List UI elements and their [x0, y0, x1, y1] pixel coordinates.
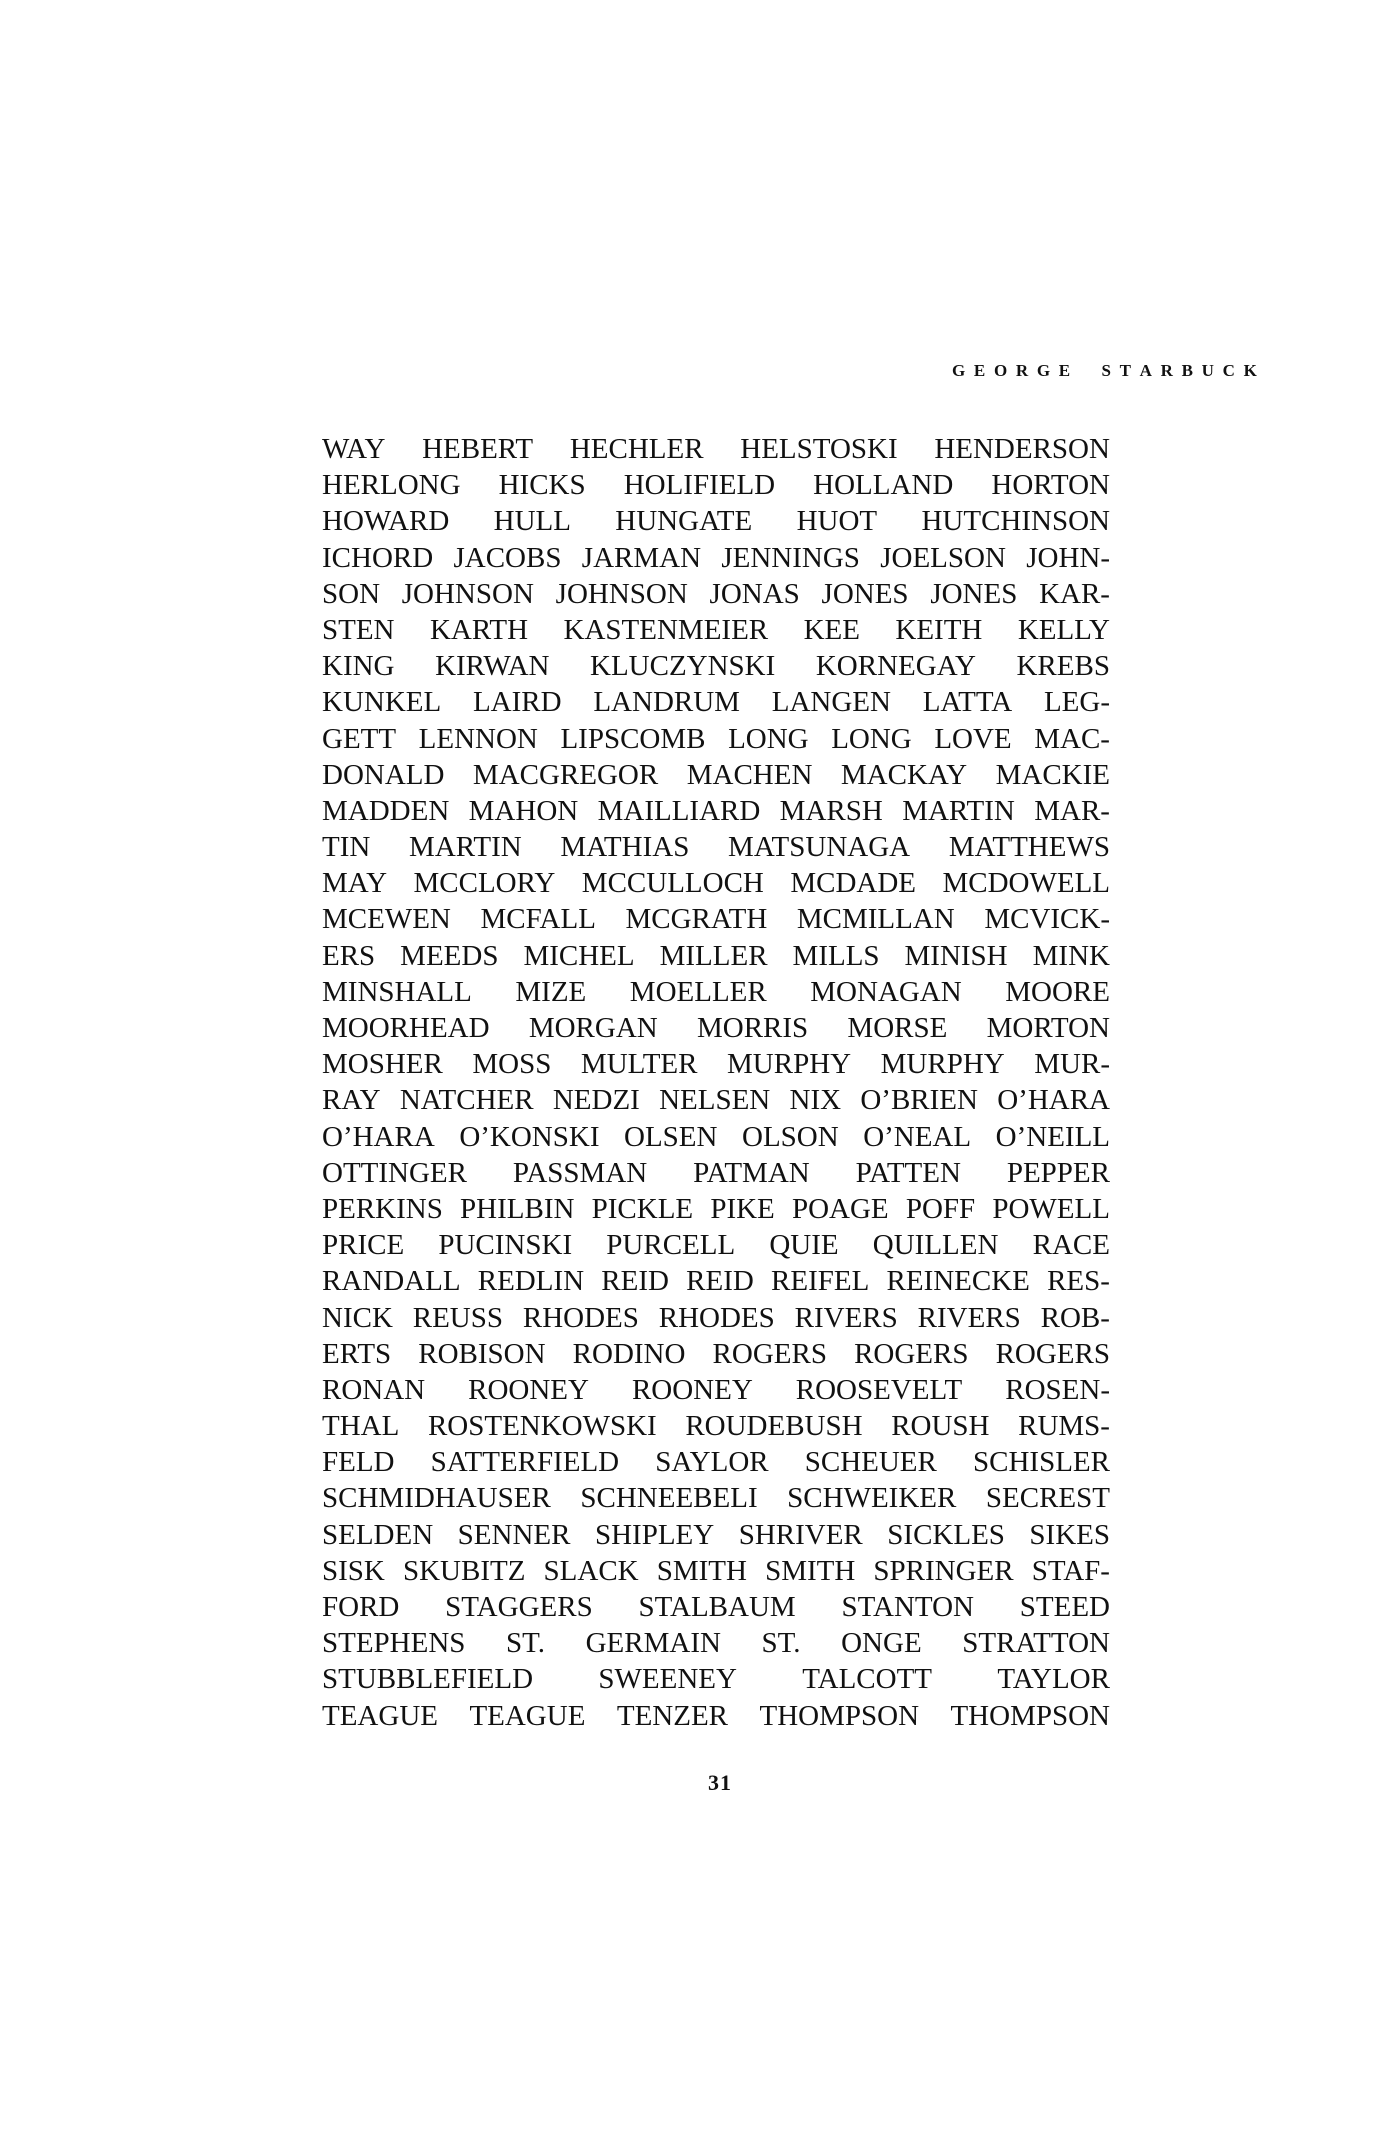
word: QUIE [769, 1229, 839, 1262]
word: MINISH [904, 939, 1008, 972]
word: MCGRATH [625, 903, 768, 936]
word: SCHNEEBELI [580, 1482, 758, 1515]
word: KIRWAN [435, 650, 550, 683]
word: KEE [803, 613, 860, 646]
word: MCCULLOCH [581, 867, 764, 900]
word: STALBAUM [638, 1591, 796, 1623]
text-line [322, 1517, 1110, 1553]
word: NICK [322, 1301, 393, 1334]
word: MURPHY [880, 1048, 1005, 1081]
text-line [322, 576, 1110, 612]
text-line [322, 865, 1110, 901]
word: MCEWEN [322, 903, 451, 936]
word: LENNON [418, 722, 538, 755]
word: STRATTON [962, 1627, 1110, 1660]
word: NELSEN [659, 1084, 771, 1117]
poem-text-block [322, 431, 1110, 1734]
word: RACE [1032, 1229, 1110, 1262]
text-line [322, 793, 1110, 829]
word: JOHNSON [555, 577, 688, 610]
word: SKUBITZ [402, 1554, 526, 1587]
running-head: G E O R G E S T A R B U C K [952, 361, 1257, 380]
word: GETT [322, 722, 397, 755]
word: LOVE [934, 722, 1012, 755]
word: HERLONG [322, 469, 461, 502]
text-line [322, 1227, 1110, 1263]
word: LAIRD [472, 686, 562, 719]
word: HULL [493, 505, 571, 538]
word: REIFEL [771, 1265, 870, 1298]
text-line [322, 1480, 1110, 1516]
word: JARMAN [581, 541, 702, 574]
word: POAGE [791, 1192, 889, 1225]
text-line [322, 684, 1110, 720]
word: ONGE [841, 1627, 922, 1660]
word: HEBERT [422, 433, 534, 465]
word: NATCHER [399, 1084, 534, 1117]
word: OLSON [742, 1120, 839, 1153]
word: TEAGUE [469, 1699, 586, 1732]
word: STAGGERS [445, 1591, 593, 1623]
word: MAY [322, 867, 388, 900]
word: PURCELL [606, 1229, 736, 1262]
word: MILLER [659, 939, 768, 972]
word: PUCINSKI [438, 1229, 573, 1262]
word: TEAGUE [322, 1699, 438, 1732]
word: OLSEN [624, 1120, 718, 1153]
word: PASSMAN [512, 1156, 648, 1189]
word: POFF [905, 1192, 976, 1225]
word: ROONEY [468, 1373, 589, 1406]
text-line [322, 612, 1110, 648]
word: SMITH [765, 1554, 856, 1587]
word: MAR- [1034, 794, 1110, 827]
text-line [322, 1408, 1110, 1444]
word: MAHON [468, 794, 579, 827]
word: SMITH [656, 1554, 747, 1587]
word: TAYLOR [997, 1663, 1110, 1696]
text-line [322, 1046, 1110, 1082]
word: HOWARD [322, 505, 450, 538]
word: MINSHALL [322, 975, 472, 1008]
word: ROSTENKOWSKI [427, 1410, 657, 1443]
text-line [322, 1119, 1110, 1155]
word: MARTIN [902, 794, 1015, 827]
text-line [322, 648, 1110, 684]
word: LATTA [922, 686, 1013, 719]
text-line [322, 1300, 1110, 1336]
word: O’NEAL [863, 1120, 972, 1153]
word: SCHMIDHAUSER [322, 1482, 551, 1515]
word: REDLIN [477, 1265, 585, 1298]
text-line [322, 829, 1110, 865]
word: PERKINS [322, 1192, 443, 1225]
word: HUNGATE [615, 505, 753, 538]
word: SCHWEIKER [787, 1482, 957, 1515]
word: MUR- [1034, 1048, 1110, 1081]
word: JOHNSON [401, 577, 534, 610]
word: JACOBS [453, 541, 562, 574]
word: KLUCZYNSKI [590, 650, 776, 683]
word: THOMPSON [759, 1699, 920, 1732]
word: MONAGAN [810, 975, 962, 1008]
word: HOLLAND [813, 469, 954, 502]
word: ERTS [322, 1337, 392, 1370]
word: ROONEY [631, 1373, 753, 1406]
word: MICHEL [523, 939, 635, 972]
word: LEG- [1043, 686, 1110, 719]
word: HORTON [991, 469, 1110, 502]
word: MCFALL [480, 903, 596, 936]
word: JOELSON [880, 541, 1006, 574]
word: MINK [1032, 939, 1110, 972]
word: THAL [322, 1410, 400, 1443]
word: TENZER [616, 1699, 729, 1732]
word: RODINO [572, 1337, 686, 1370]
text-line [322, 467, 1110, 503]
word: WAY [322, 433, 386, 465]
text-line [322, 1191, 1110, 1227]
word: TIN [322, 831, 371, 864]
word: MACHEN [686, 758, 813, 791]
word: PHILBIN [460, 1192, 575, 1225]
text-line [322, 1082, 1110, 1118]
text-line [322, 1698, 1110, 1734]
word: STEN [322, 613, 395, 646]
word: RIVERS [794, 1301, 898, 1334]
word: ROGERS [854, 1337, 969, 1370]
word: HELSTOSKI [740, 433, 898, 465]
word: PIKE [710, 1192, 775, 1225]
word: MACKIE [995, 758, 1110, 791]
text-line [322, 1336, 1110, 1372]
word: SECREST [985, 1482, 1110, 1515]
word: THOMPSON [950, 1699, 1110, 1732]
word: MOSS [472, 1048, 552, 1081]
word: MCCLORY [413, 867, 556, 900]
word: MORSE [847, 1012, 948, 1044]
word: TALCOTT [802, 1663, 933, 1696]
word: GERMAIN [585, 1627, 721, 1660]
text-line [322, 974, 1110, 1010]
word: SWEENEY [598, 1663, 737, 1696]
word: MCDOWELL [942, 867, 1110, 900]
word: LONG [831, 722, 912, 755]
word: ROSEN- [1005, 1373, 1110, 1406]
word: REUSS [412, 1301, 504, 1334]
word: SIKES [1029, 1518, 1110, 1551]
word: NEDZI [552, 1084, 640, 1117]
word: SENNER [457, 1518, 571, 1551]
word: SICKLES [887, 1518, 1005, 1551]
word: MATHIAS [560, 831, 690, 864]
word: O’HARA [997, 1084, 1110, 1117]
word: SISK [322, 1554, 385, 1587]
word: ROOSEVELT [795, 1373, 963, 1406]
text-line [322, 721, 1110, 757]
word: MORGAN [528, 1012, 658, 1044]
word: LIPSCOMB [560, 722, 706, 755]
word: O’BRIEN [860, 1084, 978, 1117]
word: PRICE [322, 1229, 405, 1262]
text-line [322, 1372, 1110, 1408]
word: SPRINGER [873, 1554, 1014, 1587]
word: ST. [761, 1627, 801, 1660]
page-number: 31 [708, 1770, 732, 1795]
word: MCVICK- [984, 903, 1110, 936]
word: STANTON [841, 1591, 974, 1623]
word: OTTINGER [322, 1156, 467, 1189]
word: ROB- [1040, 1301, 1110, 1334]
text-line [322, 1155, 1110, 1191]
word: ROUDEBUSH [685, 1410, 863, 1443]
word: MURPHY [727, 1048, 852, 1081]
word: SAYLOR [655, 1446, 769, 1479]
word: MIZE [515, 975, 587, 1008]
word: PEPPER [1006, 1156, 1110, 1189]
text-line [322, 757, 1110, 793]
word: LANGEN [771, 686, 891, 719]
word: MARTIN [409, 831, 522, 864]
word: JONAS [709, 577, 800, 610]
word: MAC- [1034, 722, 1110, 755]
word: HUTCHINSON [921, 505, 1110, 538]
word: RAY [322, 1084, 381, 1117]
word: ROUSH [891, 1410, 990, 1443]
word: ROBISON [418, 1337, 546, 1370]
word: MACGREGOR [472, 758, 659, 791]
word: ICHORD [322, 541, 434, 574]
text-line [322, 1263, 1110, 1299]
text-line [322, 901, 1110, 937]
word: STUBBLEFIELD [322, 1663, 534, 1696]
word: SON [322, 577, 381, 610]
word: SLACK [543, 1554, 639, 1587]
word: ST. [506, 1627, 545, 1660]
text-line [322, 431, 1110, 467]
word: KREBS [1016, 650, 1110, 683]
word: MCMILLAN [796, 903, 955, 936]
word: RUMS- [1018, 1410, 1110, 1443]
text-line [322, 1661, 1110, 1697]
word: POWELL [992, 1192, 1110, 1225]
word: SATTERFIELD [430, 1446, 620, 1479]
word: KAR- [1039, 577, 1110, 610]
word: O’HARA [322, 1120, 435, 1153]
word: STEED [1019, 1591, 1110, 1623]
text-line [322, 1553, 1110, 1589]
word: SELDEN [322, 1518, 434, 1551]
word: REINECKE [886, 1265, 1030, 1298]
word: STAF- [1031, 1554, 1110, 1587]
text-line [322, 503, 1110, 539]
word: MOORHEAD [322, 1012, 490, 1044]
word: FORD [322, 1591, 400, 1623]
word: KELLY [1017, 613, 1110, 646]
word: MULTER [580, 1048, 698, 1081]
word: RANDALL [322, 1265, 461, 1298]
text-line [322, 938, 1110, 974]
word: JONES [821, 577, 909, 610]
word: STEPHENS [322, 1627, 466, 1660]
word: SCHEUER [804, 1446, 937, 1479]
text-line [322, 1589, 1110, 1625]
word: DONALD [322, 758, 445, 791]
word: REID [686, 1265, 754, 1298]
text-line [322, 1625, 1110, 1661]
word: MADDEN [322, 794, 450, 827]
word: KEITH [895, 613, 983, 646]
word: ROGERS [995, 1337, 1110, 1370]
word: JENNINGS [721, 541, 860, 574]
word: MATSUNAGA [728, 831, 911, 864]
word: RHODES [522, 1301, 639, 1334]
word: MILLS [792, 939, 880, 972]
word: KARTH [429, 613, 529, 646]
word: KASTENMEIER [563, 613, 769, 646]
word: MOORE [1005, 975, 1110, 1008]
word: HENDERSON [934, 433, 1110, 465]
word: RONAN [322, 1373, 426, 1406]
word: RIVERS [917, 1301, 1021, 1334]
word: JONES [930, 577, 1018, 610]
word: MORTON [986, 1012, 1110, 1044]
word: HECHLER [569, 433, 704, 465]
word: MATTHEWS [948, 831, 1110, 864]
word: REID [601, 1265, 669, 1298]
text-line [322, 1444, 1110, 1480]
word: LONG [728, 722, 809, 755]
word: FELD [322, 1446, 395, 1479]
word: MOELLER [629, 975, 767, 1008]
word: HOLIFIELD [623, 469, 776, 502]
word: ERS [322, 939, 376, 972]
word: HICKS [498, 469, 586, 502]
word: O’KONSKI [459, 1120, 600, 1153]
word: NIX [789, 1084, 842, 1117]
text-line [322, 540, 1110, 576]
word: MOSHER [322, 1048, 443, 1081]
word: KUNKEL [322, 686, 442, 719]
word: KING [322, 650, 395, 683]
word: PICKLE [591, 1192, 694, 1225]
text-line [322, 1010, 1110, 1046]
word: HUOT [796, 505, 878, 538]
word: PATTEN [855, 1156, 961, 1189]
word: MAILLIARD [597, 794, 761, 827]
word: ROGERS [712, 1337, 827, 1370]
word: SCHISLER [973, 1446, 1110, 1479]
word: RES- [1047, 1265, 1110, 1298]
word: MCDADE [790, 867, 916, 900]
word: KORNEGAY [815, 650, 976, 683]
word: MARSH [779, 794, 883, 827]
word: MEEDS [400, 939, 499, 972]
word: SHRIVER [738, 1518, 863, 1551]
word: MACKAY [840, 758, 968, 791]
word: O’NEILL [995, 1120, 1110, 1153]
word: PATMAN [693, 1156, 810, 1189]
word: QUILLEN [872, 1229, 999, 1262]
word: MORRIS [696, 1012, 809, 1044]
word: SHIPLEY [594, 1518, 715, 1551]
word: LANDRUM [593, 686, 740, 719]
word: JOHN- [1026, 541, 1110, 574]
word: RHODES [658, 1301, 775, 1334]
